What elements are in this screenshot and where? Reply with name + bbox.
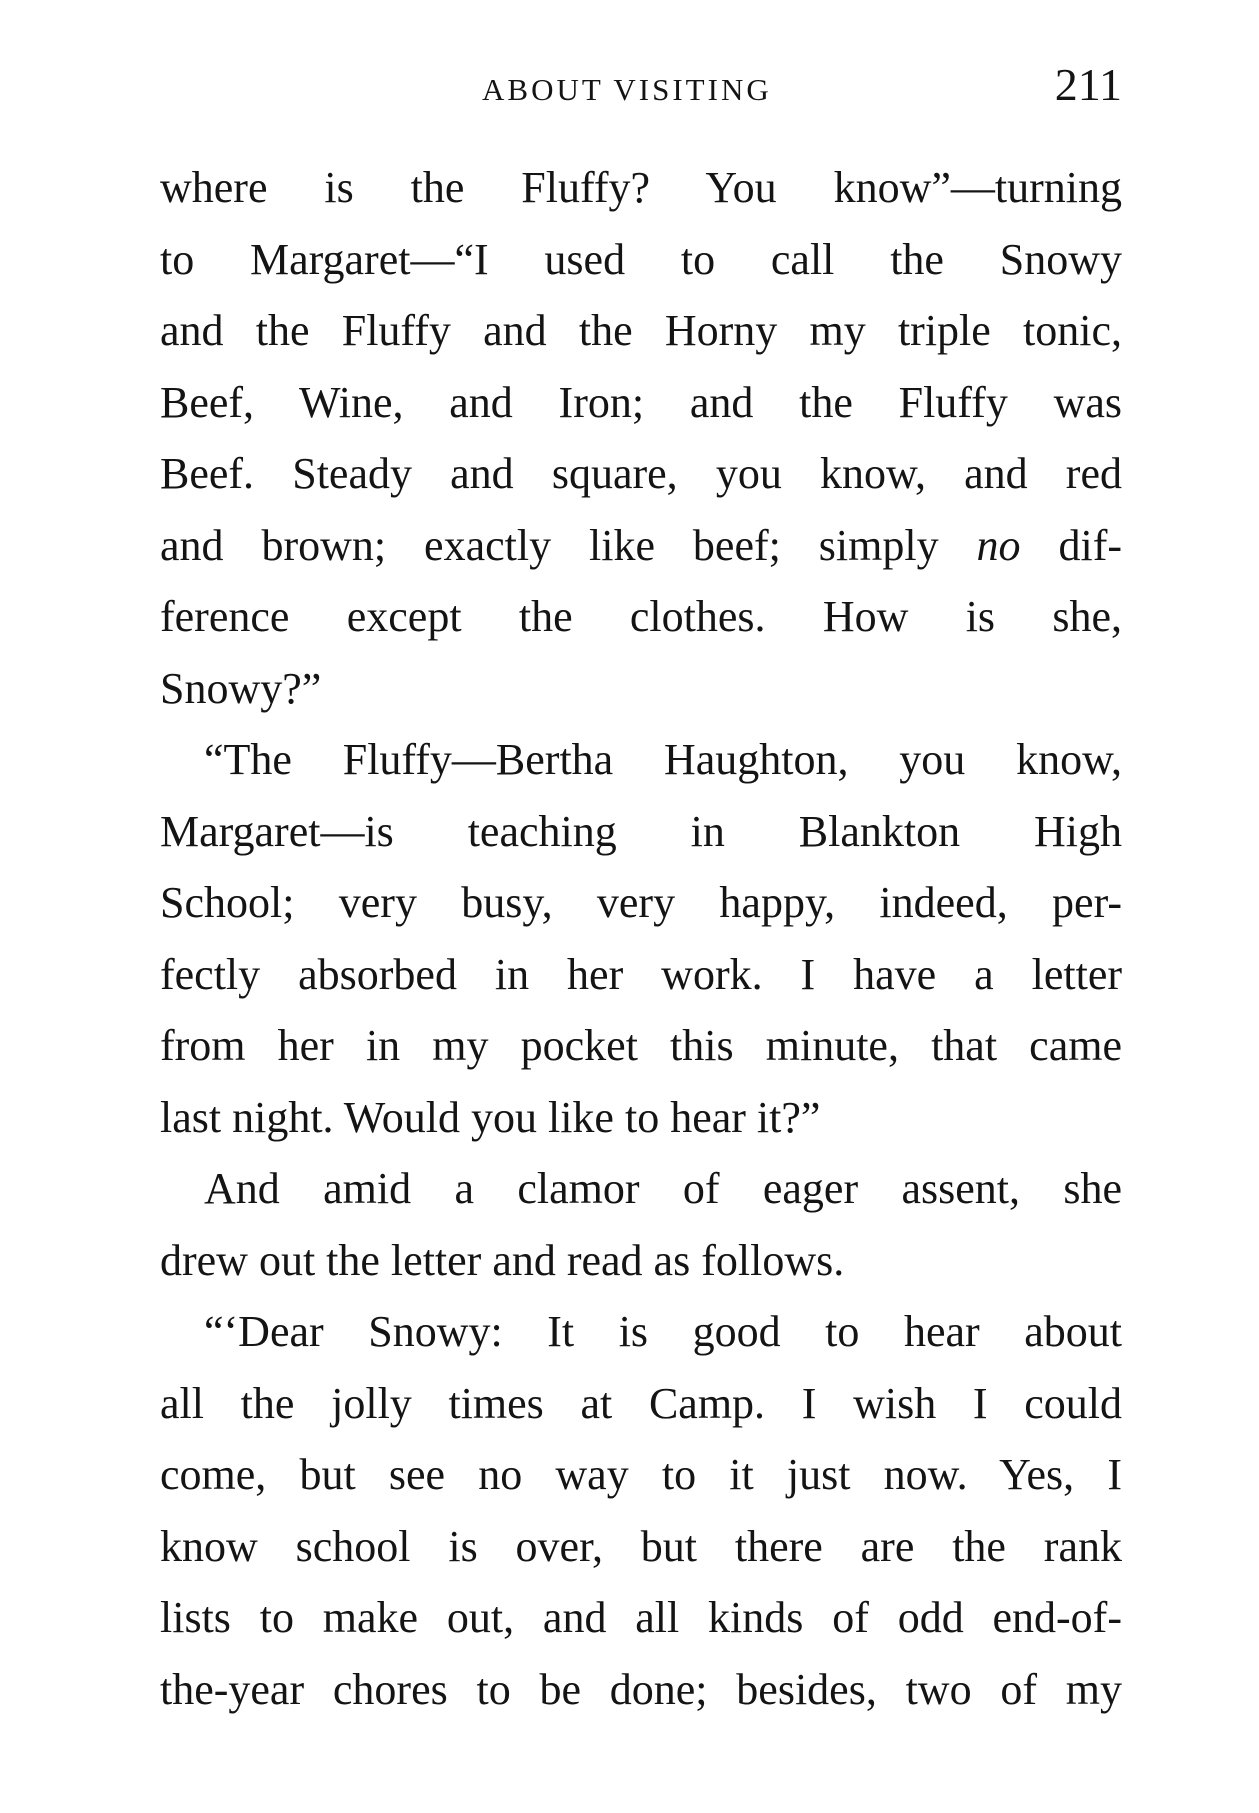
text-line: where is the Fluffy? You know”—turning [160,163,1122,212]
text-line: lists to make out, and all kinds of odd end-of- [160,1593,1122,1642]
text-line: last night. Would you like to hear it?” [160,1092,821,1142]
text-line: Margaret—is teaching in Blankton High [160,806,1122,856]
text-line: fectly absorbed in her work. I have a letter [160,949,1122,999]
text-line: School; very busy, very happy, indeed, per- [160,878,1122,927]
text-line: Beef. Steady and square, you know, and red [160,449,1122,498]
paragraph [160,724,1122,1153]
text-line: ference except the clothes. How is she, [160,592,1122,641]
page-number: 211 [1054,59,1122,110]
text-line: to Margaret—“I used to call the Snowy [160,234,1122,284]
text-line: the-year chores to be done; besides, two of my [160,1664,1122,1714]
body-text [160,152,1122,1725]
text-line: drew out the letter and read as follows. [160,1235,845,1285]
text-line: come, but see no way to it just now. Yes, I [160,1450,1122,1499]
running-head: ABOUT VISITING [482,72,772,107]
text-line: know school is over, but there are the rank [160,1521,1122,1571]
text-line: “‘Dear Snowy: It is good to hear about [204,1307,1122,1356]
paragraph [160,1153,1122,1296]
text-line: and brown; exactly like beef; simply no dif- [160,520,1122,570]
paragraph [160,152,1122,724]
text-line: from her in my pocket this minute, that came [160,1021,1122,1070]
text-line: Snowy?” [160,663,322,713]
text-line: all the jolly times at Camp. I wish I could [160,1378,1122,1428]
text-line: and the Fluffy and the Horny my triple tonic, [160,306,1122,355]
text-line: And amid a clamor of eager assent, she [204,1164,1122,1213]
paragraph [160,1296,1122,1725]
text-line: “The Fluffy—Bertha Haughton, you know, [204,735,1122,784]
page-header [160,58,1122,118]
emphasis-text: no [976,520,1021,570]
text-line: Beef, Wine, and Iron; and the Fluffy was [160,377,1122,427]
